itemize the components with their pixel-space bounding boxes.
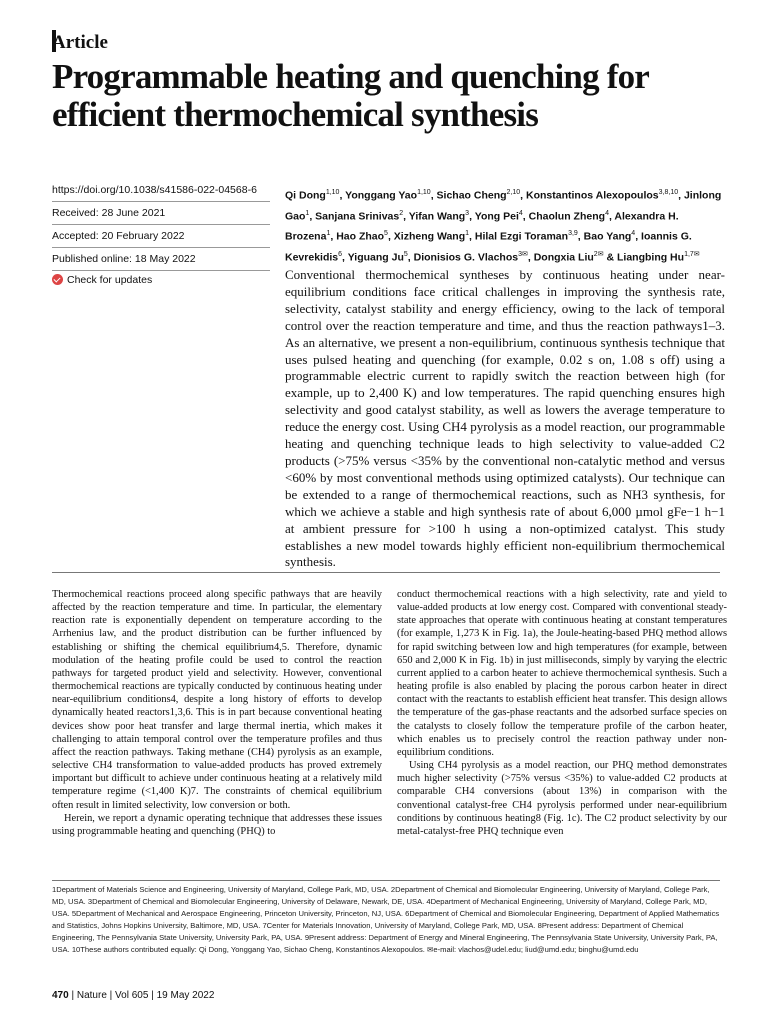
author-name: Sichao Cheng [436,189,507,202]
author-name: Sanjana Srinivas [315,210,400,222]
author-affiliation: 3✉ [518,250,528,258]
author-affiliation: 2✉ [593,250,604,258]
body-paragraph: conduct thermochemical reactions with a high selectivity, rate and yield to value-added products at low energy cost. Compared with conventional steady-state approaches that operate with continuous heating at constant temperatures (for example, 1,273 K in Fig. 1a), the Joule-heating-based PHQ method allows for rapid switching between low and high temperatures (for example, between 650 and 2,000 K in Fig. 1b) in just milliseconds, simply by varying the electric current applied to a carbon heater to achieve thermochemical synthesis. Such a heating profile is also enabled by placing the porous carbon heater in direct contact with the reactants to establish efficient heat transfer. This design allows the temperature of the gas-phase reactants and the adsorbed surface species on the catalysts to closely follow the temperature profile of the carbon heater, which enables us to precisely control the reaction pathway under non-equilibrium conditions. [397,589,727,758]
page-number: 470 [52,990,69,1001]
footer-separator: | [71,990,77,1001]
body-paragraph: Thermochemical reactions proceed along specific pathways that are heavily affected by the reaction temperature and time. In particular, the elementary reaction rate is exponentially dependent on temperature according to the Arrhenius law, and the product distribution can be further influenced by establishing or shifting the chemical equilibrium4,5. Therefore, dynamic modulation of the heating profile could be used to control the reaction pathways for targeted product yield and selectivity. However, conventional thermochemical reactions are typically conducted by continuous heating under near-equilibrium conditions4, despite a long history of efforts to develop dynamically heated reactors1,3,6. This is in part because conventional heating devices show poor heat transfer and large thermal inertia, which makes it challenging to attain temporal control over the temperature profiles and thus affect the reaction pathways. Taking methane (CH4) pyrolysis as an example, selective CH4 transformation to value-added products has proved extremely important but difficult to achieve under continuous heating at a relatively mild temperature regime (<1,400 K)7. The constraints of chemical equilibrium often result in limited selectivity, low conversion or both. [52,589,382,811]
footer-separator: | [109,990,116,1001]
author-name: Hilal Ezgi Toraman [474,230,569,243]
author-affiliation: 3,9 [568,230,578,237]
author-name: Chaolun Zheng [528,210,606,222]
author-name: Dionisios G. Vlachos [413,251,519,263]
author-affiliation: 2 [399,209,404,217]
author-name: Yiguang Ju [347,251,404,263]
author-affiliation: 1 [305,209,310,217]
body-column-right [397,588,727,838]
body-paragraph: Using CH4 pyrolysis as a model reaction, our PHQ method demonstrates much higher selectivity (>75% versus <35%) to value-added C2 products at comparable CH4 conversions (about 13%) in comparison with the conventional catalyst-free CH4 pyrolysis performed under near-equilibrium conditions by continuous heating8 (Fig. 1c). The C2 product selectivity by our metal-catalyst-free PHQ technique even [397,760,727,837]
author-name: Liangbing Hu [616,251,685,263]
author-affiliation: 5 [384,230,388,237]
author-affiliation: 4 [631,230,636,237]
author-name: Dongxia Liu [533,251,594,263]
accepted-date: Accepted: 20 February 2022 [52,230,270,248]
author-affiliation: 6 [338,250,343,258]
author-affiliation: 2,10 [506,189,521,196]
author-affiliation: 3,8,10 [658,189,679,196]
author-affiliation: 3 [465,209,470,217]
author-affiliation: 4 [518,209,523,217]
author-name: Yifan Wang [408,210,466,222]
footnote-divider [52,880,720,881]
article-title: Programmable heating and quenching for efficient thermochemical synthesis [52,57,649,134]
check-updates-button[interactable] [52,274,270,291]
author-affiliation: 4 [605,209,609,217]
author-name: Alexandra H. Brozena [285,210,679,243]
author-affiliation: 1,10 [417,189,431,196]
section-label: Article [52,32,108,53]
body-paragraph: Herein, we report a dynamic operating technique that addresses these issues using programmable heating and quenching (PHQ) to [52,812,382,837]
author-affiliation: 1 [465,230,470,237]
author-affiliation: 1 [326,230,331,237]
divider [52,572,720,573]
author-name: Ioannis G. Kevrekidis [285,230,692,263]
body-column-left [52,588,382,838]
author-name: Jinlong Gao [285,189,722,222]
author-affiliation: 1,10 [325,189,340,196]
author-name: Xizheng Wang [393,230,466,243]
issue-date: 19 May 2022 [156,990,215,1001]
author-name: Yong Pei [474,210,519,222]
published-date: Published online: 18 May 2022 [52,253,270,271]
footer-separator: | [151,990,157,1001]
author-name: Qi Dong [285,189,326,202]
journal-name: Nature [76,990,107,1001]
author-affiliation: 1,7✉ [684,250,700,258]
affiliations-footnote: 1Department of Materials Science and Engineering, University of Maryland, College Park, MD, USA. 2Department of Chemical and Biomolecular Engineering, University of Maryland, College Park, MD, USA. 3Department of Chemical and Biomolecular Engineering, University of Delaware, Newark, DE, USA. 4Department of Mechanical Engineering, University of Maryland, College Park, MD, USA. 5Department of Mechanical and Aerospace Engineering, Princeton University, Princeton, NJ, USA. 6Department of Chemical and Biomolecular Engineering, Department of Applied Mathematics and Statistics, Johns Hopkins University, Baltimore, MD, USA. 7Center for Materials Innovation, University of Maryland, College Park, MD, USA. 8Present address: Department of Chemical Engineering, The Pennsylvania State University, University Park, PA, USA. 9Present address: Department of Energy and Mineral Engineering, The Pennsylvania State University, University Park, PA, USA. 10These authors contributed equally: Qi Dong, Yonggang Yao, Sichao Cheng, Konstantinos Alexopoulos. ✉e-mail: vlachos@udel.edu; liud@umd.edu; binghu@umd.edu [52,885,720,954]
doi-link[interactable]: https://doi.org/10.1038/s41586-022-04568-6 [52,184,270,202]
page-footer [52,990,214,1001]
author-name: Bao Yang [583,230,632,243]
check-updates-label: Check for updates [67,274,153,286]
abstract: Conventional thermochemical syntheses by continuous heating under near-equilibrium conditions face critical challenges in improving the synthesis rate, selectivity, catalyst stability and energy efficiency, owing to the lack of temporal control over the reaction temperature and time, and thus the reaction pathways1–3. As an alternative, we present a non-equilibrium, continuous synthesis technique that uses pulsed heating and quenching (for example, 0.02 s on, 1.08 s off) using a programmable electric current to rapidly switch the reaction between high (for example, up to 2,400 K) and low temperatures. The rapid quenching ensures high selectivity and good catalyst stability, as well as lowers the average temperature to reduce the energy cost. Using CH4 pyrolysis as a model reaction, our programmable heating and quenching technique leads to high selectivity to value-added C2 products (>75% versus <35% by the conventional non-catalytic method and versus <60% by most conventional methods using optimized catalysts). Our technique can be extended to a range of thermochemical reactions, such as NH3 synthesis, for which we achieve a stable and high synthesis rate of about 6,000 µmol gFe−1 h−1 at ambient pressure for >100 h using a non-optimized catalyst. This study establishes a new model towards highly efficient non-equilibrium thermochemical synthesis. [285,267,725,570]
check-updates-icon [52,274,63,285]
author-name: Hao Zhao [336,230,385,243]
author-affiliation: 5 [403,250,408,258]
author-name: Konstantinos Alexopoulos [526,189,659,202]
author-list: Qi Dong$^{1,10}$, Yonggang Yao$^{1,10}$, Sichao Cheng$^{2,10}$, Konstantinos Alexopoulos$^{3,8,10}$, Jinlong Gao$^1$, Sanjana Srinivas$^2$, Yifan Wang$^3$, Yong Pei$^4$, Chaolun Zheng$^4$, Alexandra H. Brozena$^1$, Hao Zhao$^5$, Xizheng Wang$^1$, Hilal Ezgi Toraman$^{3,9}$, Bao Yang$^4$, Ioannis G. Kevrekidis$^6$, Yiguang Ju$^5$, Dionisios G. Vlachos$^{3✉}$, Dongxia Liu$^{2✉}$ & Liangbing $Hu^{1,7✉}$ [285,189,722,263]
author-name: Yonggang Yao [345,189,418,202]
received-date: Received: 28 June 2021 [52,207,270,225]
volume: Vol 605 [115,990,149,1001]
